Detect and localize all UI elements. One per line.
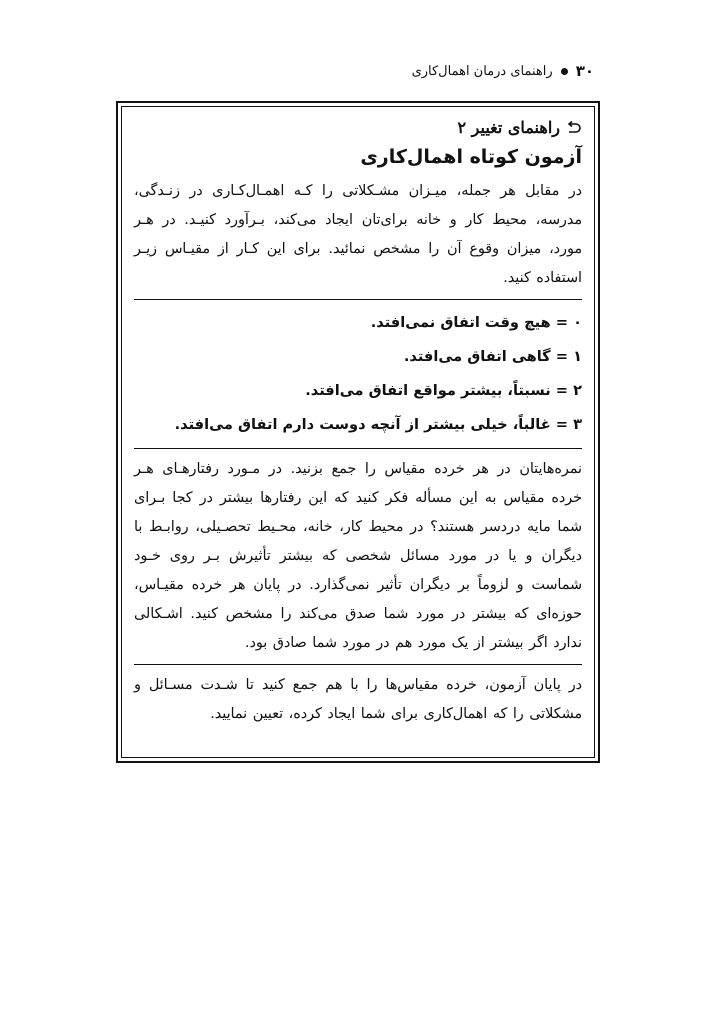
page-number: ۳۰ <box>575 62 594 80</box>
scale-item-1: ۱ = گاهی اتفاق می‌افتد. <box>403 348 582 365</box>
scale-item-2: ۲ = نسبتاً، بیشتر مواقع اتفاق می‌افتد. <box>305 382 582 399</box>
rating-scale <box>134 306 582 442</box>
running-title: راهنمای درمان اهمال‌کاری <box>411 63 553 79</box>
test-title: آزمون کوتاه اهمال‌کاری <box>360 146 582 168</box>
divider <box>134 664 582 665</box>
undo-arrow-icon <box>566 120 582 136</box>
guide-label <box>134 117 582 139</box>
scale-item-0: ۰ = هیچ وقت اتفاق نمی‌افتد. <box>370 314 582 331</box>
scoring-paragraph: نمره‌هایتان در هر خرده مقیاس را جمع بزنید. در مـورد رفتارهـای هـر خرده مقیاس به این مسأله فکر کنید که این رفتارها بیشتر در کجا بـرای شما مایه دردسر هستند؟ در محیط کار، خانه، محـیط تحصـیلی، روابـط با دیگران و یا در مورد مسائل شخصی که بیشتر تأثیرش بـر روی خـود شماست و لزوماً بر دیگران تأثیر نمی‌گذارد. در پایان هر خرده مقیـاس، حوزه‌ای که بیشتر در مورد شما صدق می‌کند را مشخص کنید. اشـکالی ندارد اگر بیشتر از یک مورد هم در مورد شما صادق بود. <box>134 461 582 651</box>
scale-item-3: ۳ = غالباً، خیلی بیشتر از آنچه دوست دارم اتفاق می‌افتد. <box>174 416 582 433</box>
guide-box <box>116 101 600 763</box>
guide-label-text: راهنمای تغییر ۲ <box>457 118 560 137</box>
page-header <box>130 56 594 86</box>
intro-paragraph: در مقابل هر جمله، میـزان مشـکلاتی را کـه اهمـال‌کـاری در زنـدگی، مدرسه، محیط کار و خانه برای‌تان ایجاد می‌کند، بـرآورد کنیـد. در هـر مورد، میزان وقوع آن را مشخص نمائید. برای این کـار از مقیـاس زیـر استفاده کنید. <box>134 183 582 286</box>
divider <box>134 448 582 449</box>
divider <box>134 299 582 300</box>
guide-box-inner <box>121 106 595 758</box>
bullet-icon <box>561 68 568 75</box>
closing-paragraph: در پایان آزمون، خرده مقیاس‌ها را با هم جمع کنید تا شـدت مسـائل و مشکلاتی را که اهمال‌کاری برای شما ایجاد کرده، تعیین نمایید. <box>134 677 582 722</box>
